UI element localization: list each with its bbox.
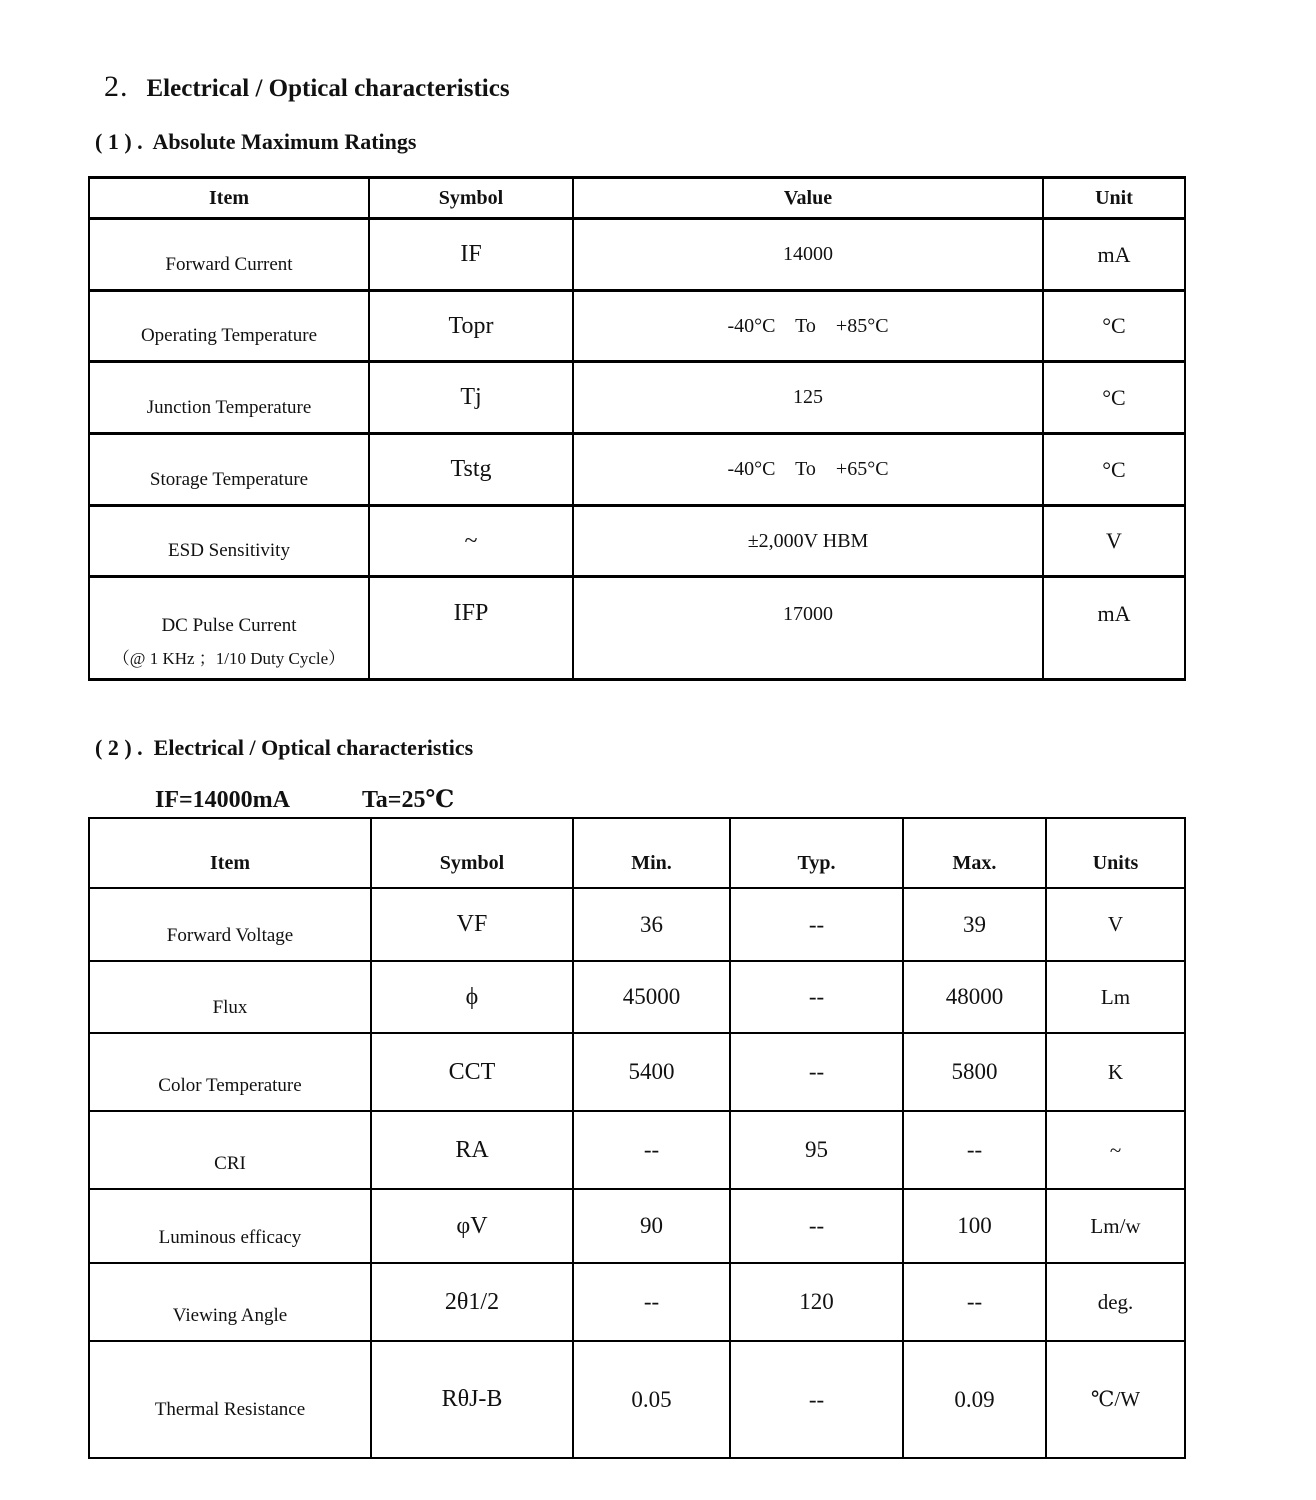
symbol-cell: ~	[369, 506, 573, 577]
column-header-symbol: Symbol	[369, 178, 573, 219]
section-number: 2.	[104, 70, 129, 103]
typ-cell: 95	[730, 1111, 903, 1189]
section-heading	[88, 52, 510, 122]
value-cell: 14000	[573, 219, 1043, 291]
item-cell: Storage Temperature	[89, 434, 369, 506]
unit-cell: °C	[1043, 362, 1185, 434]
typ-cell: --	[730, 1033, 903, 1111]
item-cell: Flux	[89, 961, 371, 1033]
max-cell: 0.09	[903, 1341, 1046, 1458]
min-cell: 5400	[573, 1033, 730, 1111]
min-cell: 45000	[573, 961, 730, 1033]
item-cell: Viewing Angle	[89, 1263, 371, 1341]
item-cell: CRI	[89, 1111, 371, 1189]
table-row	[89, 291, 1185, 362]
item-cell: Forward Current	[89, 219, 369, 291]
symbol-cell: φV	[371, 1189, 573, 1263]
column-header-typ: Typ.	[730, 818, 903, 888]
table1-caption: ( 1 ) . Absolute Maximum Ratings	[95, 129, 417, 154]
table-row	[89, 1033, 1185, 1111]
table-row	[89, 1111, 1185, 1189]
symbol-cell: Tj	[369, 362, 573, 434]
table-row	[89, 961, 1185, 1033]
symbol-cell: Topr	[369, 291, 573, 362]
unit-cell: mA	[1043, 219, 1185, 291]
table-row	[89, 434, 1185, 506]
value-cell: -40°C To +65°C	[573, 434, 1043, 506]
column-header-item: Item	[89, 178, 369, 219]
min-cell: --	[573, 1111, 730, 1189]
item-cell: Junction Temperature	[89, 362, 369, 434]
units-cell: K	[1046, 1033, 1185, 1111]
electrical-optical-table	[88, 817, 1186, 1459]
symbol-cell: VF	[371, 888, 573, 961]
table-row	[89, 362, 1185, 434]
table-row	[89, 1189, 1185, 1263]
table-row	[89, 577, 1185, 680]
max-cell: --	[903, 1111, 1046, 1189]
table-row	[89, 1263, 1185, 1341]
typ-cell: 120	[730, 1263, 903, 1341]
min-cell: 36	[573, 888, 730, 961]
condition-ta: Ta=25℃	[362, 787, 455, 813]
symbol-cell: 2θ1/2	[371, 1263, 573, 1341]
units-cell: ~	[1046, 1111, 1185, 1189]
value-cell: 17000	[573, 577, 1043, 680]
table-header-row	[89, 178, 1185, 219]
column-header-max: Max.	[903, 818, 1046, 888]
condition-if: IF=14000mA	[155, 787, 290, 813]
max-cell: 100	[903, 1189, 1046, 1263]
max-cell: --	[903, 1263, 1046, 1341]
value-cell: ±2,000V HBM	[573, 506, 1043, 577]
column-header-item: Item	[89, 818, 371, 888]
item-label: DC Pulse Current	[161, 615, 297, 636]
item-cell: Thermal Resistance	[89, 1341, 371, 1458]
typ-cell: --	[730, 1189, 903, 1263]
item-cell	[89, 577, 369, 680]
item-cell: Forward Voltage	[89, 888, 371, 961]
typ-cell: --	[730, 1341, 903, 1458]
item-cell: Luminous efficacy	[89, 1189, 371, 1263]
column-header-units: Units	[1046, 818, 1185, 888]
max-cell: 48000	[903, 961, 1046, 1033]
value-cell: -40°C To +85°C	[573, 291, 1043, 362]
page-title: Electrical / Optical characteristics	[146, 75, 510, 102]
table-row	[89, 219, 1185, 291]
symbol-cell: RA	[371, 1111, 573, 1189]
table-header-row	[89, 818, 1185, 888]
table-row	[89, 506, 1185, 577]
item-cell: Color Temperature	[89, 1033, 371, 1111]
column-header-min: Min.	[573, 818, 730, 888]
unit-cell: V	[1043, 506, 1185, 577]
table-row	[89, 888, 1185, 961]
item-cell: ESD Sensitivity	[89, 506, 369, 577]
units-cell: deg.	[1046, 1263, 1185, 1341]
symbol-cell: IF	[369, 219, 573, 291]
unit-cell: mA	[1043, 577, 1185, 680]
column-header-unit: Unit	[1043, 178, 1185, 219]
column-header-symbol: Symbol	[371, 818, 573, 888]
max-cell: 5800	[903, 1033, 1046, 1111]
unit-cell: °C	[1043, 291, 1185, 362]
column-header-value: Value	[573, 178, 1043, 219]
absolute-maximum-ratings-table	[88, 176, 1186, 681]
item-cell: Operating Temperature	[89, 291, 369, 362]
value-cell: 125	[573, 362, 1043, 434]
min-cell: --	[573, 1263, 730, 1341]
unit-cell: °C	[1043, 434, 1185, 506]
item-note: （@ 1 KHz ；1/10 Duty Cycle）	[112, 649, 346, 668]
test-condition	[155, 784, 454, 814]
typ-cell: --	[730, 888, 903, 961]
symbol-cell: IFP	[369, 577, 573, 680]
units-cell: Lm	[1046, 961, 1185, 1033]
table-row	[89, 1341, 1185, 1458]
table2-caption: ( 2 ) . Electrical / Optical characteristics	[95, 735, 474, 760]
units-cell: V	[1046, 888, 1185, 961]
max-cell: 39	[903, 888, 1046, 961]
units-cell: Lm/w	[1046, 1189, 1185, 1263]
units-cell: ℃/W	[1046, 1341, 1185, 1458]
min-cell: 0.05	[573, 1341, 730, 1458]
typ-cell: --	[730, 961, 903, 1033]
symbol-cell: ϕ	[371, 961, 573, 1033]
symbol-cell: RθJ-B	[371, 1341, 573, 1458]
symbol-cell: CCT	[371, 1033, 573, 1111]
min-cell: 90	[573, 1189, 730, 1263]
symbol-cell: Tstg	[369, 434, 573, 506]
